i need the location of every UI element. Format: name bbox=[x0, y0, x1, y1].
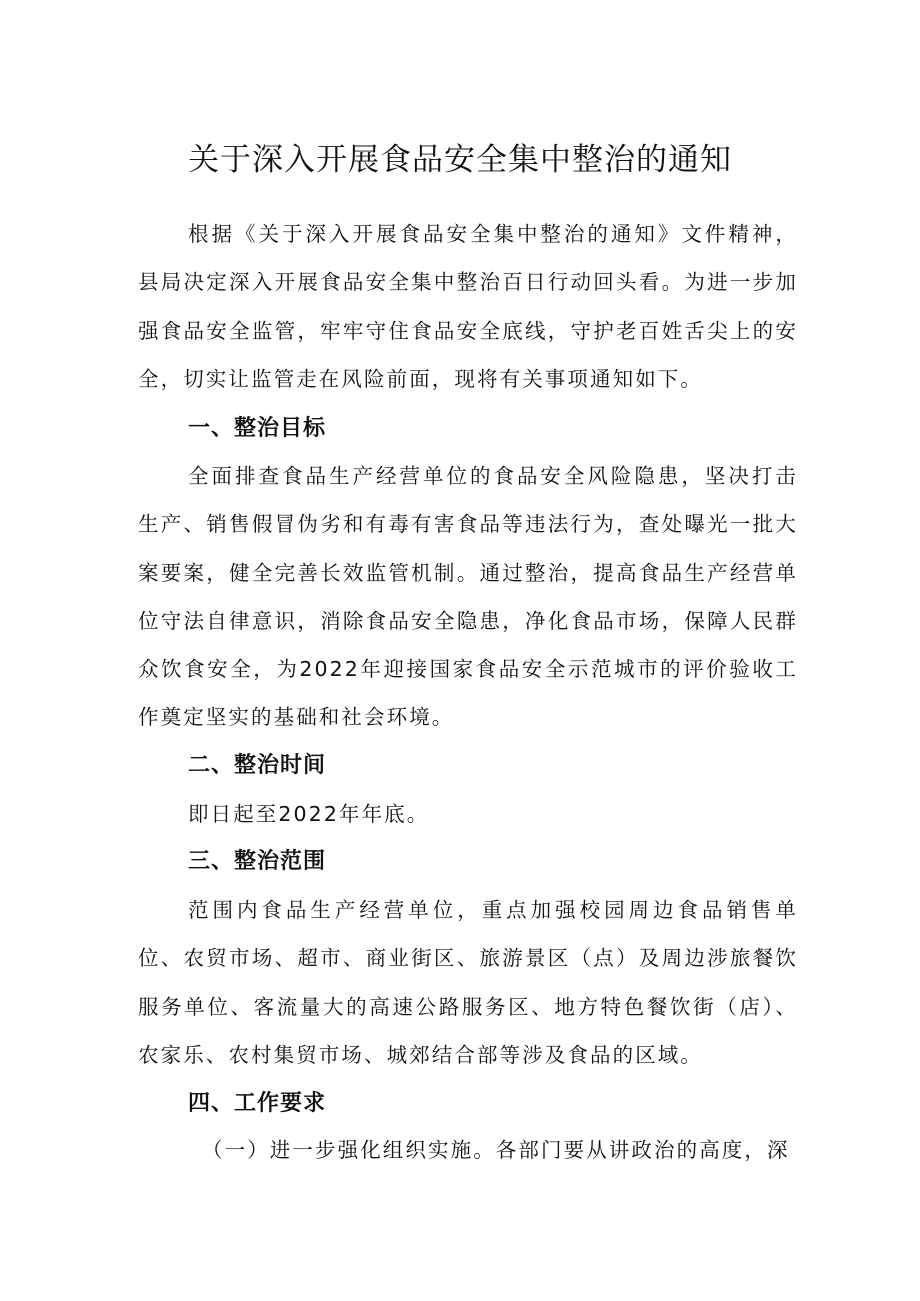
intro-paragraph: 根据《关于深入开展食品安全集中整治的通知》文件精神，县局决定深入开展食品安全集中整治百日行动回头看。为进一步加强食品安全监管，牢牢守住食品安全底线，守护老百姓舌尖上的安全，切实让监管走在风险前面，现将有关事项通知如下。 bbox=[138, 222, 798, 391]
section-heading-goals: 一、整治目标 bbox=[188, 416, 327, 441]
section-text-scope: 范围内食品生产经营单位，重点加强校园周边食品销售单位、农贸市场、超市、商业街区、旅游景区（点）及周边涉旅餐饮服务单位、客流量大的高速公路服务区、地方特色餐饮街（店）、农家乐、农村集贸市场、城郊结合部等涉及食品的区域。 bbox=[138, 898, 798, 1067]
section-text-time: 即日起至2022年年底。 bbox=[188, 802, 430, 826]
section-text-requirements: （一）进一步强化组织实施。各部门要从讲政治的高度，深 bbox=[202, 1138, 790, 1162]
section-heading-time: 二、整治时间 bbox=[188, 753, 327, 778]
section-text-goals: 全面排查食品生产经营单位的食品安全风险隐患，坚决打击生产、销售假冒伪劣和有毒有害食品等违法行为，查处曝光一批大案要案，健全完善长效监管机制。通过整治，提高食品生产经营单位守法自律意识，消除食品安全隐患，净化食品市场，保障人民群众饮食安全，为2022年迎接国家食品安全示范城市的评价验收工作奠定坚实的基础和社会环境。 bbox=[138, 464, 798, 730]
section-heading-requirements: 四、工作要求 bbox=[188, 1091, 327, 1116]
section-heading-scope: 三、整治范围 bbox=[188, 849, 327, 874]
document-title: 关于深入开展食品安全集中整治的通知 bbox=[188, 142, 732, 178]
